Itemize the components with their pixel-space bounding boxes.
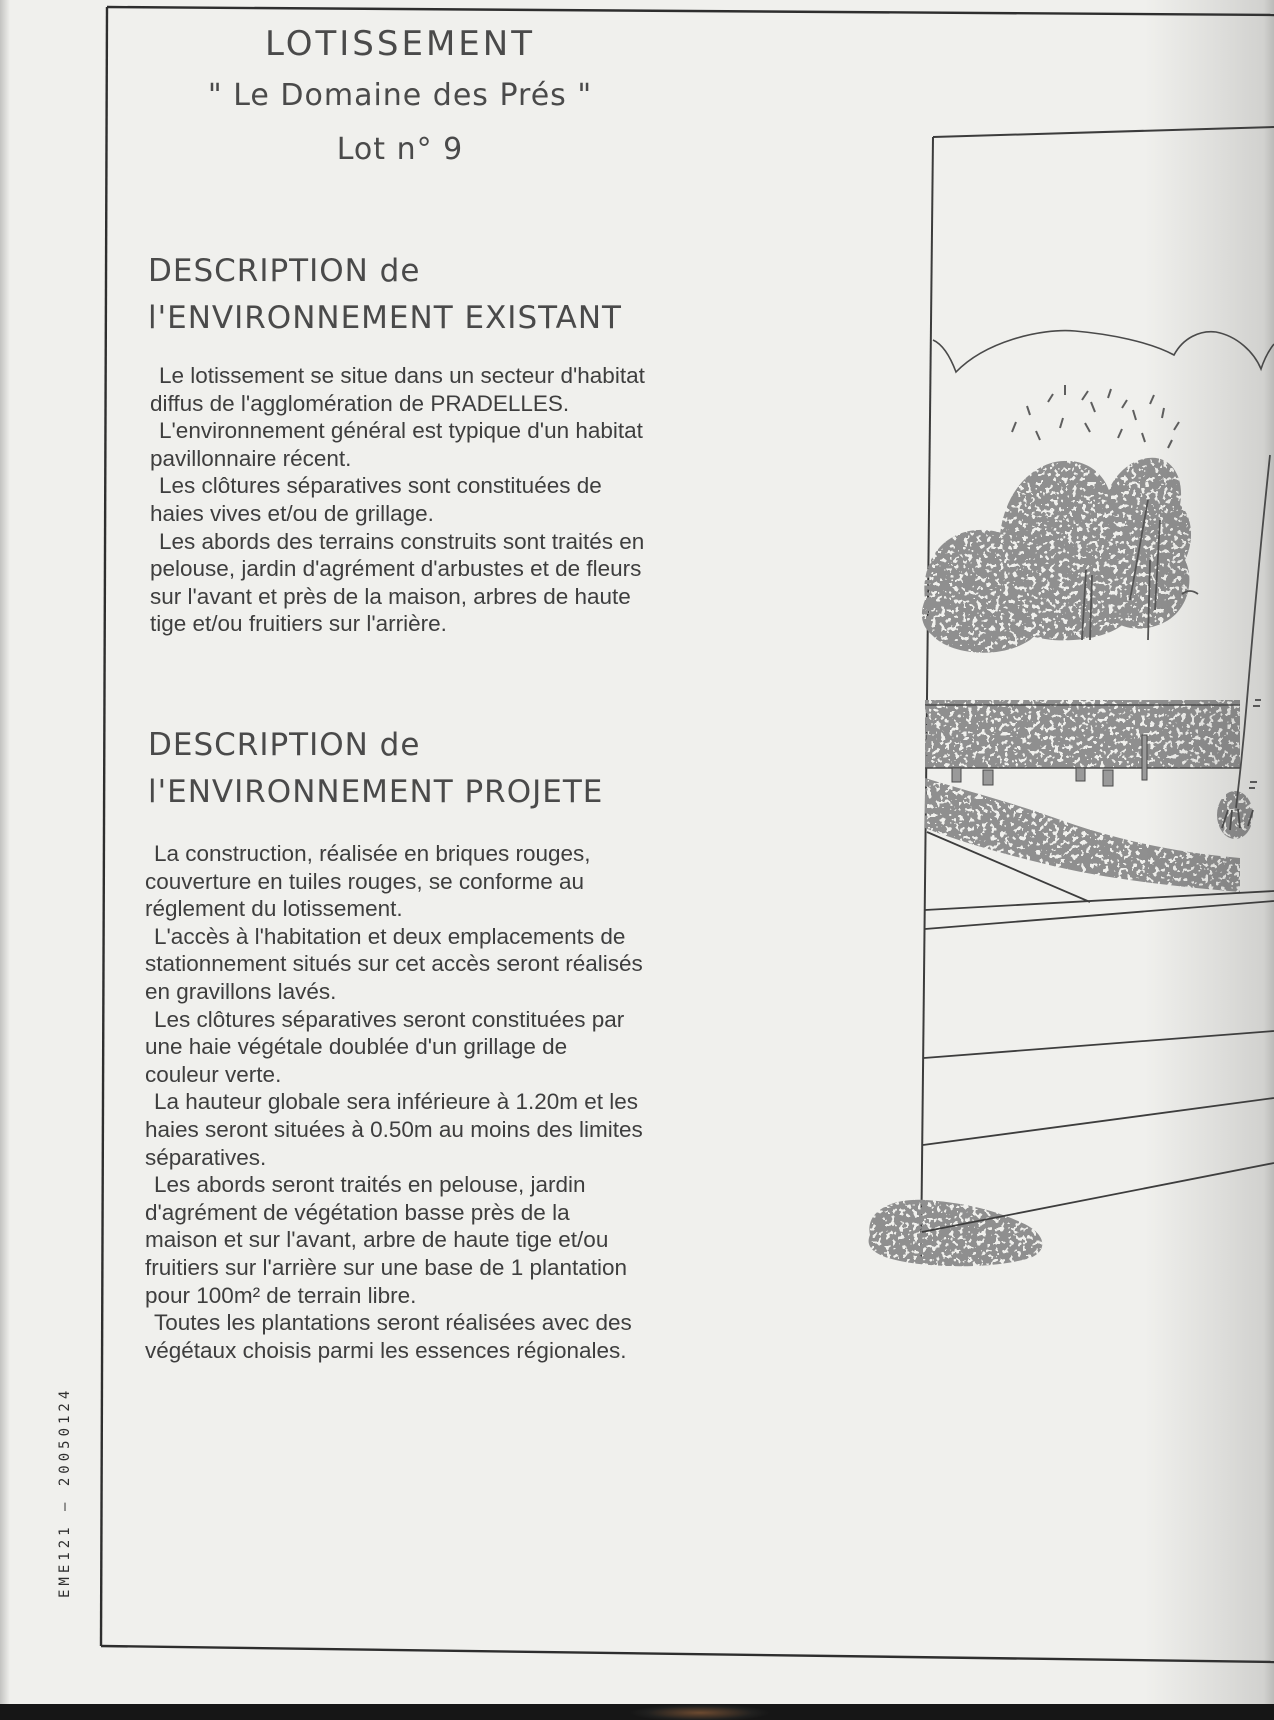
scan-edge-shadow-right <box>1144 0 1274 1720</box>
scan-edge-shadow-left <box>0 0 10 1720</box>
body-line: fruitiers sur l'arrière sur une base de 1 plantation <box>145 1254 628 1280</box>
body-line: pour 100m² de terrain libre. <box>145 1282 417 1308</box>
document-reference: EME121 – 20050124 <box>57 1386 73 1598</box>
section-heading-projete <box>148 722 603 816</box>
body-line: sur l'avant et près de la maison, arbres de haute <box>150 583 631 609</box>
body-line: La hauteur globale sera inférieure à 1.20m et les <box>154 1089 639 1115</box>
body-line: haies vives et/ou de grillage. <box>150 500 434 526</box>
heading-line: DESCRIPTION de <box>148 253 421 289</box>
heading-line: l'ENVIRONNEMENT EXISTANT <box>148 300 622 336</box>
section-heading-existant <box>148 248 622 342</box>
heading-line: l'ENVIRONNEMENT PROJETE <box>148 774 604 810</box>
body-line: en gravillons lavés. <box>145 978 337 1004</box>
body-line: Le lotissement se situe dans un secteur d'habitat <box>159 363 645 388</box>
body-line: Les abords des terrains construits sont traités en <box>159 528 645 554</box>
body-line: une haie végétale doublée d'un grillage de <box>145 1034 568 1060</box>
body-line: haies seront situées à 0.50m au moins des limites <box>145 1116 643 1142</box>
body-line: maison et sur l'avant, arbre de haute tige et/ou <box>145 1227 609 1253</box>
body-line: végétaux choisis parmi les essences régionales. <box>145 1337 627 1363</box>
section-body-existant <box>150 362 645 638</box>
body-line: La construction, réalisée en briques rouges, <box>154 841 591 866</box>
body-line: Les clôtures séparatives sont constituées de <box>159 473 602 499</box>
body-line: stationnement situés sur cet accès seront réalisés <box>145 951 643 977</box>
section-body-projete <box>145 840 643 1364</box>
body-line: couleur verte. <box>145 1061 282 1087</box>
body-line: Les clôtures séparatives seront constituées par <box>154 1006 625 1032</box>
body-line: L'accès à l'habitation et deux emplacements de <box>154 923 626 949</box>
body-line: tige et/ou fruitiers sur l'arrière. <box>150 611 447 637</box>
scan-bottom-bar <box>0 1704 1274 1720</box>
document-subtitle: " Le Domaine des Prés " <box>207 78 593 113</box>
body-line: séparatives. <box>145 1144 267 1170</box>
document-title: LOTISSEMENT <box>265 24 535 64</box>
body-line: Toutes les plantations seront réalisées avec des <box>154 1310 632 1336</box>
heading-line: DESCRIPTION de <box>148 727 421 763</box>
body-line: L'environnement général est typique d'un habitat <box>159 418 643 444</box>
body-line: Les abords seront traités en pelouse, jardin <box>154 1172 586 1198</box>
lot-number: Lot n° 9 <box>336 132 464 167</box>
body-line: diffus de l'agglomération de PRADELLES. <box>150 390 570 416</box>
body-line: pavillonnaire récent. <box>150 445 352 471</box>
body-line: pelouse, jardin d'agrément d'arbustes et de fleurs <box>150 556 642 582</box>
body-line: d'agrément de végétation basse près de la <box>145 1199 570 1225</box>
body-line: couverture en tuiles rouges, se conforme au <box>145 868 584 894</box>
body-line: réglement du lotissement. <box>145 896 403 922</box>
